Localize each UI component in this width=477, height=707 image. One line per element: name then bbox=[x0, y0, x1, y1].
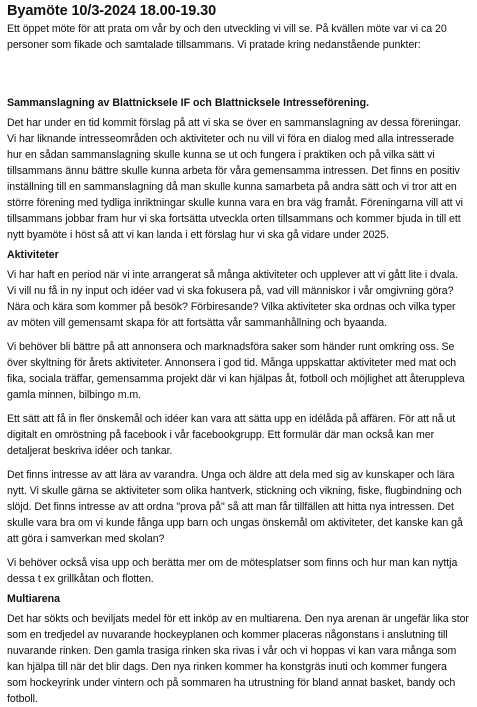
section-heading: Sammanslagning av Blattnicksele IF och Blattnicksele Intresseförening. bbox=[7, 97, 370, 109]
document-title: Byamöte 10/3-2024 18.00-19.30 bbox=[7, 3, 217, 19]
section-paragraph: Vi behöver också visa upp och berätta mer om de mötesplatser som finns och hur man kan nyttja dessa t ex grillkåtan och flotten. bbox=[7, 557, 458, 585]
section-heading: Multiarena bbox=[7, 593, 60, 605]
section-paragraph: Ett sätt att få in fler önskemål och idéer kan vara att sätta upp en idélåda på affären. För att nå ut digitalt en omröstning på facebook i vår facebookgrupp. Ett formulär där man också kan mer detaljerat beskriva idéer och tankar. bbox=[7, 413, 456, 457]
document-page bbox=[7, 3, 469, 707]
intro-paragraph: Ett öppet möte för att prata om vår by och den utveckling vi vill se. På kvällen möte var vi ca 20 personer som fikade och samtalade tillsammans. Vi pratade kring nedanstående punkter: bbox=[7, 23, 447, 51]
section-merger bbox=[7, 95, 469, 243]
section-activities bbox=[7, 247, 469, 587]
section-paragraph: Det finns intresse av att lära av varandra. Unga och äldre att dela med sig av kunskaper och lära nytt. Vi skulle gärna se aktiviteter som olika hantverk, stickning och vikning, fiske, flugbindning och slöjd. Det finns intresse av att ordna "prova på" så att man får tillfällen att hitta nya intressen. Det skulle vara bra om vi kunde fånga upp barn och ungas önskemål om aktiviteter, det kanske kan gå att göra i samverkan med skolan? bbox=[7, 469, 463, 545]
section-paragraph: Det har under en tid kommit förslag på att vi ska se över en sammanslagning av dessa föreningar. Vi har liknande intresseområden och aktiviteter och nu vill vi föra en dialog med alla intresserade hur en sådan sammanslagning skulle kunna se ut och fungera i praktiken och på vilka sätt vi tillsammans ännu bättre skulle kunna arbeta för våra gemensamma intressen. Det finns en positiv inställning till en sammanslagning då man skulle kunna samarbeta på andra sätt och vi tror att en större förening med tydliga inriktningar skulle kunna vara en bra väg framåt. Föreningarna vill att vi tillsammans jobbar fram hur vi ska fortsätta utveckla orten tillsammans och kommer bjuda in till ett nytt byamöte i höst så att vi kan landa i ett förslag hur vi ska gå vidare under 2025. bbox=[7, 117, 463, 241]
section-paragraph: Vi har haft en period när vi inte arrangerat så många aktiviteter och upplever att vi gått lite i dvala. Vi vill nu få in ny input och idéer vad vi ska fokusera på, vad vill människor i vår omgivning göra? Nära och kära som kommer på besök? Förbiresande? Vilka aktiviteter ska ordnas och vilka typer av möten vill gemensamt skapa för att fortsätta vår sammanhållning och byaanda. bbox=[7, 269, 458, 329]
section-heading: Aktiviteter bbox=[7, 249, 59, 261]
section-paragraph: Det har sökts och beviljats medel för ett inköp av en multiarena. Den nya arenan är ungefär lika stor som en tredjedel av nuvarande hockeyplanen och kommer placeras någonstans i anslutning till nuvarande rinken. Den gamla trasiga rinken ska rivas i vår och vi hoppas vi kan vara många som kan hjälpa till när det blir dags. Den nya rinken kommer ha konstgräs inuti och kommer fungera som hockeyrink under vintern och på sommaren ha utrustning för bland annat basket, bandy och fotboll. bbox=[7, 613, 469, 705]
section-paragraph: Vi behöver bli bättre på att annonsera och marknadsföra saker som händer runt omkring oss. Se över skyltning för årets aktiviteter. Annonsera i god tid. Många uppskattar aktiviteter med mat och fika, sociala träffar, gemensamma projekt där vi kan hjälpas åt, fotboll och möjlighet att återuppleva gamla minnen, bilbingo m.m. bbox=[7, 341, 465, 401]
section-multiarena bbox=[7, 591, 469, 707]
